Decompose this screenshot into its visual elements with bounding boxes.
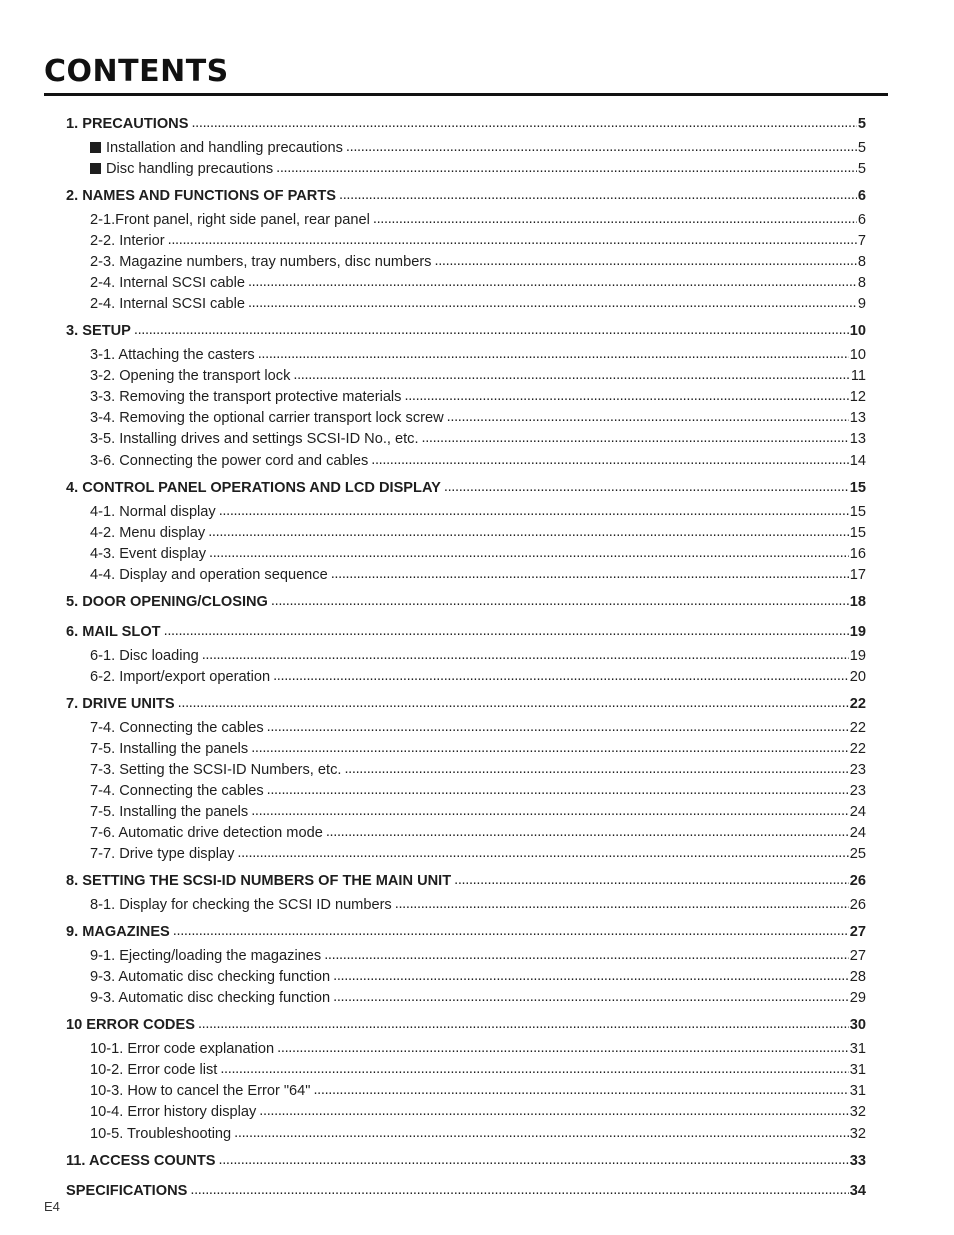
toc-page-number: 13 [849,431,866,447]
toc-entry-label [90,989,330,1007]
toc-page-number: 11 [850,368,866,384]
toc-subsection-entry[interactable] [90,367,866,385]
toc-page-number: 15 [849,504,866,520]
toc-section-entry[interactable] [66,479,866,497]
toc-page-number: 32 [849,1126,866,1142]
toc-entry-text: 2-4. Internal SCSI cable [90,275,245,291]
toc-page-number: 30 [849,1017,866,1033]
toc-section-entry[interactable] [66,1152,866,1170]
toc-entry-text: 10 ERROR CODES [66,1017,195,1033]
toc-page-number: 29 [849,990,866,1006]
toc-subsection-entry[interactable] [90,430,866,448]
toc-subsection-entry[interactable] [90,824,866,842]
dot-leader [373,210,857,228]
toc-page-number: 13 [849,410,866,426]
toc-page-number: 15 [849,480,866,496]
toc-entry-text: 4-1. Normal display [90,504,216,520]
toc-subsection-entry[interactable] [90,545,866,563]
toc-section-entry[interactable] [66,187,866,205]
toc-entry-label [90,968,330,986]
toc-entry-label [66,923,170,941]
dot-leader [454,871,849,889]
toc-subsection-entry[interactable] [90,295,866,313]
dot-leader [344,760,848,778]
toc-entry-label [90,668,270,686]
toc-subsection-entry[interactable] [90,160,866,178]
dot-leader [293,366,849,384]
dot-leader [198,1015,849,1033]
toc-entry-text: 7-6. Automatic drive detection mode [90,825,323,841]
toc-page-number: 22 [849,696,866,712]
toc-entry-label [90,1103,256,1121]
toc-page-number: 27 [849,948,866,964]
toc-section-entry[interactable] [66,923,866,941]
dot-leader [324,946,849,964]
toc-entry-text: 7-5. Installing the panels [90,804,249,820]
toc-entry-text: 7-7. Drive type display [90,846,235,862]
toc-entry-text: 4-4. Display and operation sequence [90,567,328,583]
toc-subsection-entry[interactable] [90,896,866,914]
toc-entry-text: 9-1. Ejecting/loading the magazines [90,948,322,964]
toc-page-number: 16 [849,546,866,562]
toc-page-number: 31 [849,1083,866,1099]
toc-page-number: 23 [849,783,866,799]
toc-page-number: 24 [849,804,866,820]
dot-leader [371,451,849,469]
toc-entry-label [90,719,264,737]
toc-subsection-entry[interactable] [90,232,866,250]
dot-leader [134,321,849,339]
toc-page-number: 32 [849,1104,866,1120]
toc-subsection-entry[interactable] [90,947,866,965]
dot-leader [447,408,849,426]
toc-page-number: 24 [849,825,866,841]
toc-page-number: 17 [849,567,866,583]
toc-entry-text: 3-5. Installing drives and settings SCSI-ID No., etc. [90,431,419,447]
dot-leader [234,1124,849,1142]
dot-leader [422,429,849,447]
dot-leader [267,718,849,736]
toc-entry-label [66,479,441,497]
dot-leader [164,622,849,640]
dot-leader [191,114,856,132]
toc-subsection-entry[interactable] [90,740,866,758]
toc-entry-text: 4. CONTROL PANEL OPERATIONS AND LCD DISPLAY [66,480,441,496]
dot-leader [178,694,849,712]
toc-page-number: 9 [857,296,866,312]
toc-entry-label [66,593,268,611]
toc-page-number: 14 [849,453,866,469]
toc-page-number: 10 [849,347,866,363]
toc-entry-label [66,623,161,641]
toc-section-entry[interactable] [66,322,866,340]
toc-entry-text: 10-4. Error history display [90,1104,257,1120]
toc-entry-text: 9-3. Automatic disc checking function [90,990,331,1006]
toc-subsection-entry[interactable] [90,1082,866,1100]
toc-entry-label [90,139,343,157]
toc-subsection-entry[interactable] [90,253,866,271]
toc-subsection-entry[interactable] [90,719,866,737]
toc-entry-text: 6. MAIL SLOT [66,624,161,640]
toc-page-number: 8 [857,275,866,291]
dot-leader [271,592,849,610]
toc-subsection-entry[interactable] [90,274,866,292]
toc-subsection-entry[interactable] [90,566,866,584]
toc-entry-label [90,761,341,779]
dot-leader [404,387,848,405]
toc-entry-text: 3-2. Opening the transport lock [90,368,291,384]
toc-entry-label [66,187,336,205]
toc-subsection-entry[interactable] [90,968,866,986]
toc-page-number: 6 [857,188,866,204]
toc-subsection-entry[interactable] [90,782,866,800]
toc-entry-text: 7-3. Setting the SCSI-ID Numbers, etc. [90,762,342,778]
toc-entry-label [66,115,188,133]
dot-leader [333,988,849,1006]
toc-page-number: 12 [849,389,866,405]
toc-subsection-entry[interactable] [90,761,866,779]
toc-entry-text: 10-2. Error code list [90,1062,218,1078]
toc-subsection-entry[interactable] [90,1125,866,1143]
toc-entry-text: 9-3. Automatic disc checking function [90,969,331,985]
toc-entry-label [90,782,264,800]
toc-entry-text: Installation and handling precautions [106,140,343,156]
dot-leader [219,1151,849,1169]
toc-subsection-entry[interactable] [90,524,866,542]
dot-leader [434,252,856,270]
toc-page-number: 8 [857,254,866,270]
toc-entry-text: 6-2. Import/export operation [90,669,271,685]
toc-entry-text: SPECIFICATIONS [66,1183,188,1199]
toc-entry-text: 2-3. Magazine numbers, tray numbers, disc numbers [90,254,432,270]
dot-leader [346,138,857,156]
toc-entry-label [90,160,273,178]
dot-leader [248,273,857,291]
toc-entry-text: 7-5. Installing the panels [90,741,249,757]
dot-leader [209,544,849,562]
toc-page-number: 15 [849,525,866,541]
dot-leader [277,1039,849,1057]
toc-entry-label [66,322,131,340]
dot-leader [251,739,849,757]
dot-leader [444,478,849,496]
toc-entry-text: 3-6. Connecting the power cord and cables [90,453,369,469]
toc-entry-label [66,872,451,890]
square-bullet-icon [90,142,101,153]
dot-leader [237,844,848,862]
toc-page-number: 31 [849,1041,866,1057]
toc-entry-text: 3-4. Removing the optional carrier transport lock screw [90,410,444,426]
toc-page-number: 22 [849,741,866,757]
toc-page-number: 10 [849,323,866,339]
toc-entry-label [90,566,328,584]
dot-leader [248,294,857,312]
toc-subsection-entry[interactable] [90,845,866,863]
toc-entry-text: 1. PRECAUTIONS [66,116,189,132]
toc-section-entry[interactable] [66,115,866,133]
toc-entry-label [90,1082,310,1100]
toc-page-number: 34 [849,1183,866,1199]
toc-page-number: 23 [849,762,866,778]
toc-subsection-entry[interactable] [90,139,866,157]
title-underline [44,93,888,96]
square-bullet-icon [90,163,101,174]
toc-entry-label [90,1040,274,1058]
toc-subsection-entry[interactable] [90,989,866,1007]
toc-subsection-entry[interactable] [90,1103,866,1121]
toc-page-number: 22 [849,720,866,736]
toc-section-entry[interactable] [66,623,866,641]
dot-leader [168,231,857,249]
toc-entry-label [90,452,368,470]
dot-leader [267,781,849,799]
dot-leader [276,159,857,177]
toc-subsection-entry[interactable] [90,1040,866,1058]
toc-subsection-entry[interactable] [90,346,866,364]
toc-page-number: 25 [849,846,866,862]
toc-entry-label [90,295,245,313]
toc-entry-label [90,232,165,250]
dot-leader [173,922,849,940]
toc-entry-text: 2-2. Interior [90,233,165,249]
toc-entry-text: 7-4. Connecting the cables [90,783,264,799]
toc-entry-text: 5. DOOR OPENING/CLOSING [66,594,268,610]
dot-leader [220,1060,848,1078]
dot-leader [219,502,849,520]
dot-leader [259,1102,848,1120]
dot-leader [339,186,857,204]
toc-entry-text: 9. MAGAZINES [66,924,170,940]
dot-leader [326,823,849,841]
toc-entry-text: 7. DRIVE UNITS [66,696,175,712]
toc-entry-text: 2-4. Internal SCSI cable [90,296,245,312]
toc-subsection-entry[interactable] [90,1061,866,1079]
toc-entry-label [90,1061,217,1079]
toc-entry-text: 10-1. Error code explanation [90,1041,275,1057]
toc-entry-label [90,845,234,863]
toc-page-number: 26 [849,873,866,889]
toc-section-entry[interactable] [66,695,866,713]
toc-entry-label [90,947,321,965]
toc-page-number: 26 [849,897,866,913]
toc-page-number: 20 [849,669,866,685]
toc-section-entry[interactable] [66,872,866,890]
toc-entry-label [90,409,444,427]
dot-leader [331,565,849,583]
toc-entry-text: 10-3. How to cancel the Error "64" [90,1083,311,1099]
toc-section-entry[interactable] [66,593,866,611]
toc-subsection-entry[interactable] [90,388,866,406]
toc-page-number: 27 [849,924,866,940]
toc-subsection-entry[interactable] [90,452,866,470]
toc-entry-label [66,1152,216,1170]
toc-subsection-entry[interactable] [90,211,866,229]
dot-leader [208,523,849,541]
toc-entry-label [66,1182,187,1200]
toc-entry-label [90,647,199,665]
toc-entry-label [90,896,392,914]
toc-entry-text: 3-1. Attaching the casters [90,347,255,363]
dot-leader [251,802,849,820]
toc-section-entry[interactable] [66,1016,866,1034]
toc-page-number: 5 [857,116,866,132]
toc-entry-label [66,695,175,713]
toc-subsection-entry[interactable] [90,668,866,686]
toc-page-number: 19 [849,624,866,640]
dot-leader [190,1181,848,1199]
toc-entry-text: 2. NAMES AND FUNCTIONS OF PARTS [66,188,336,204]
toc-entry-text: 3. SETUP [66,323,131,339]
toc-entry-label [66,1016,195,1034]
toc-entry-text: 2-1.Front panel, right side panel, rear panel [90,212,370,228]
dot-leader [313,1081,848,1099]
toc-page-number: 6 [857,212,866,228]
toc-page-number: 7 [857,233,866,249]
toc-entry-text: 3-3. Removing the transport protective materials [90,389,402,405]
toc-page-number: 33 [849,1153,866,1169]
toc-page-number: 28 [849,969,866,985]
toc-page-number: 18 [849,594,866,610]
toc-entry-label [90,503,216,521]
toc-entry-text: 10-5. Troubleshooting [90,1126,232,1142]
toc-entry-text: 4-2. Menu display [90,525,206,541]
dot-leader [395,895,849,913]
toc-entry-label [90,274,245,292]
toc-entry-label [90,430,419,448]
toc-entry-label [90,545,206,563]
toc-entry-label [90,388,401,406]
toc-section-entry[interactable] [66,1182,866,1200]
toc-page-number: 31 [849,1062,866,1078]
toc-entry-text: 11. ACCESS COUNTS [66,1153,216,1169]
toc-entry-label [90,524,205,542]
toc-subsection-entry[interactable] [90,803,866,821]
toc-entry-label [90,211,370,229]
dot-leader [273,667,849,685]
toc-entry-text: 6-1. Disc loading [90,648,199,664]
page-title: CONTENTS [44,54,229,89]
toc-entry-text: 7-4. Connecting the cables [90,720,264,736]
toc-entry-label [90,367,290,385]
toc-entry-label [90,1125,231,1143]
toc-entry-text: 4-3. Event display [90,546,207,562]
toc-subsection-entry[interactable] [90,409,866,427]
toc-entry-label [90,346,255,364]
toc-entry-label [90,824,323,842]
toc-subsection-entry[interactable] [90,647,866,665]
toc-subsection-entry[interactable] [90,503,866,521]
toc-page-number: 5 [857,161,866,177]
toc-entry-text: 8. SETTING THE SCSI-ID NUMBERS OF THE MAIN UNIT [66,873,452,889]
toc-page-number: 5 [857,140,866,156]
toc-entry-label [90,803,248,821]
toc-entry-text: 8-1. Display for checking the SCSI ID numbers [90,897,392,913]
page-number: E4 [44,1199,60,1214]
dot-leader [202,646,849,664]
dot-leader [258,345,849,363]
toc-entry-label [90,740,248,758]
toc-entry-label [90,253,431,271]
toc-page-number: 19 [849,648,866,664]
toc-entry-text: Disc handling precautions [106,161,274,177]
dot-leader [333,967,849,985]
